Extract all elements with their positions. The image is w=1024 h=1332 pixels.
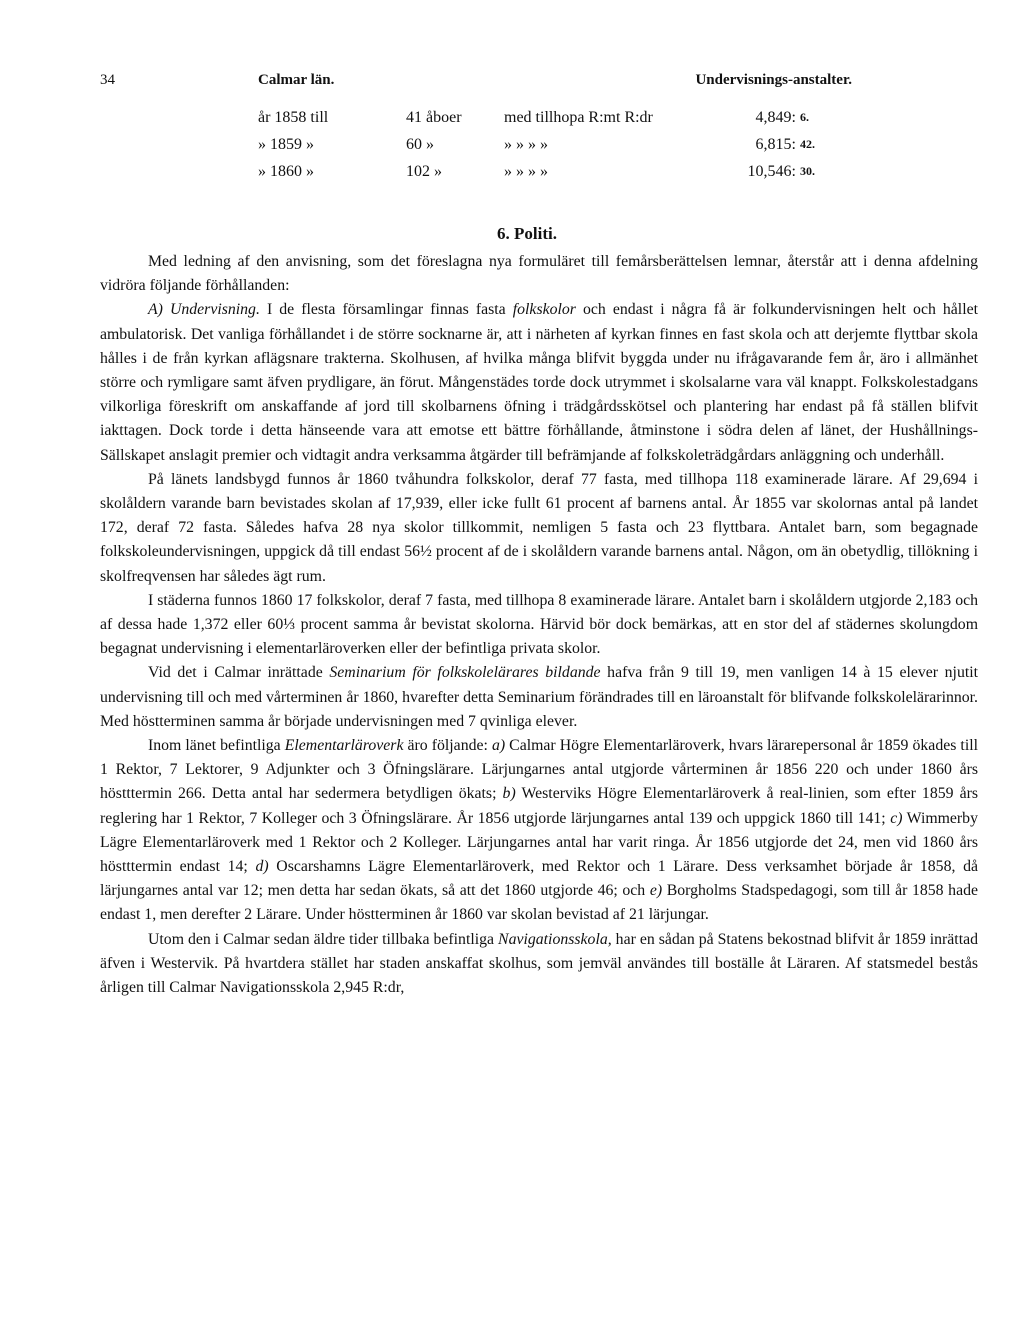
emphasis-text: folkskolor: [512, 301, 576, 319]
emphasis-text: Elementarläroverk: [284, 737, 404, 755]
stats-label: med tillhopa R:mt R:dr: [504, 109, 653, 126]
stats-count: 60 »: [406, 136, 434, 153]
text-run: har en sådan på Statens bekostnad blifvit år 1859 inrättad äfven i Westervik. På hvartdera stället har staden anskaffat skolhus, som jemväl användes till boställe åt Läraren. Af statsmedel bestås årligen till Calmar Navigationsskola 2,945 R:dr,: [100, 930, 978, 997]
paragraph: [100, 589, 978, 662]
emphasis-text: a): [491, 737, 506, 755]
text-run: I städerna funnos 1860 17 folkskolor, deraf 7 fasta, med tillhopa 8 examinerade lärare. Antalet barn i skolåldern utgjorde 2,183 och af dessa hade 1,372 eller 60⅓ procent samma år bevistat skolorna. Härvid bör dock bemärkas, att en stor del af städernes skolungdom begagnat undervisning i elementarläroverken eller der befintliga privata skolor.: [100, 591, 978, 658]
text-run: Med ledning af den anvisning, som det föreslagna nya formuläret till femårsberättelsen lemnar, återstår att i denna afdelning vidröra följande förhållanden:: [100, 253, 978, 295]
text-run: Westerviks Högre Elementarläroverk å real-linien, som efter 1859 års reglering har 1 Rektor, 7 Kolleger och 3 Öfningslärare. År 1856 utgjorde lärjungarnes antal 139 och uppgick 1860 till 141;: [100, 785, 979, 827]
section-heading: 6. Politi.: [497, 224, 557, 243]
stats-row: [258, 104, 840, 131]
paragraph: [100, 734, 978, 928]
text-run: Borgholms Stadspedagogi, som till år 1858 hade endast 1, men derefter 2 Lärare. Under höstterminen år 1860 var skolan bevistad af 21 lärjungar.: [100, 882, 979, 924]
text-run: I de flesta församlingar finnas fasta: [259, 301, 513, 319]
emphasis-text: d): [255, 858, 269, 876]
text-run: Utom den i Calmar sedan äldre tider tillbaka befintliga: [148, 930, 499, 948]
text-run: Calmar Högre Elementarläroverk, hvars lärarepersonal år 1859 ökades till 1 Rektor, 7 Lektorer, 9 Adjunkter och 3 Öfningslärare. Lärjungarnes antal utgjorde vårterminen år 1856 220 och under 1860 års höstttermin 266. Detta antal har sedermera betydligen ökats;: [100, 737, 978, 803]
stats-count: 102 »: [406, 163, 442, 180]
stats-sum: 6,815:: [755, 136, 796, 153]
page-number: 34: [100, 72, 115, 88]
stats-year: » 1859 »: [258, 136, 314, 153]
county-title: Calmar län.: [258, 72, 335, 88]
emphasis-text: c): [890, 809, 903, 827]
paragraph: [100, 468, 978, 589]
emphasis-text: b): [502, 785, 516, 803]
paragraph: [100, 250, 978, 298]
body-text: [100, 250, 978, 1000]
emphasis-text: Seminarium för folkskolelärares bildande: [329, 664, 601, 682]
text-run: hafva från 9 till 19, men vanligen 14 à 15 elever njutit undervisning till och med vårterminen år 1860, hvarefter detta Seminarium förändrades till en läroanstalt för blifvande folkskolelärarinnor. Med höstterminen samma år började undervisningen med 7 qvinliga elever.: [100, 664, 979, 730]
emphasis-text: Navigationsskola,: [498, 930, 612, 948]
stats-ore: 30.: [800, 164, 815, 178]
text-run: Oscarshamns Lägre Elementarläroverk, med Rektor och 1 Lärare. Dess verksamhet började år 1858, då lärjungarnes antal var 12; men detta har sedan ökats, så att det 1860 utgjorde 46; och: [100, 858, 978, 900]
stats-ore: 42.: [800, 137, 815, 151]
text-run: Vid det i Calmar inrättade: [148, 664, 330, 682]
text-run: äro följande:: [403, 737, 492, 755]
paragraph: [100, 661, 978, 734]
text-run: På länets landsbygd funnos år 1860 tvåhundra folkskolor, deraf 77 fasta, med tillhopa 118 examinerade lärare. Af 29,694 i skolåldern varande barn bevistades skolan af 17,939, eller icke fullt 61 procent af barnens antal. År 1855 var skolornas antal på landet 172, deraf 72 fasta. Således hafva 28 nya skolor tillkommit, nemligen 5 fasta och 23 flyttbara. Antalet barn, som begagnade folkskoleundervisningen, uppgick då till endast 56½ procent af de i skolåldern varande barnens antal. Någon, om än obetydlig, tillökning i skolfreqvensen har således ägt rum.: [100, 470, 978, 585]
stats-table: [258, 104, 840, 185]
stats-count: 41 åboer: [406, 109, 462, 126]
text-run: och endast i några få är folkundervisningen helt och hållet ambulatorisk. Det vanliga förhållandet i de större socknarne är, att i närheten af kyrkan finnes en fast skola och att derjemte flyttbar skola hålles i de från kyrkan aflägsnare trakterna. Skolhusen, af hvilka många blifvit byggda under nu ifrågavarande fem år, äro i allmänhet större och rymligare samt äfven prydligare, än förut. Mångenstädes torde dock utrymmet i skolsalarne vara väl knappt. Folkskolestadgans vilkorliga föreskrift om anskaffande af jord till skolbarnens öfning i trädgårdsskötsel och plantering har endast på få ställen blifvit iakttagen. Dock torde i detta hänseende vara att emotse ett bättre förhållande, åtminstone i södra delen af länet, der Hushållnings-Sällskapet anslagit premier och vidtagit andra verksamma åtgärder till befrämjande af folkskoleträdgårdars anläggning och underhåll.: [100, 301, 978, 464]
running-header: [100, 72, 852, 96]
section-title: Undervisnings-anstalter.: [695, 72, 852, 88]
text-run: Inom länet befintliga: [148, 737, 285, 755]
emphasis-text: A) Undervisning.: [148, 301, 260, 319]
stats-label: » » » »: [504, 136, 548, 153]
paragraph: [100, 298, 978, 467]
stats-year: år 1858 till: [258, 109, 329, 126]
emphasis-text: e): [649, 882, 663, 900]
text-run: Wimmerby Lägre Elementarläroverk med 1 Rektor och 2 Kolleger. Lärjungarnes antal har varit ringa. År 1856 utgjorde det 24, men vid 1860 års höstttermin endast 14;: [100, 809, 978, 876]
stats-sum: 10,546:: [747, 163, 796, 180]
stats-label: » » » »: [504, 163, 548, 180]
stats-ore: 6.: [800, 110, 809, 124]
stats-row: [258, 131, 840, 158]
stats-sum: 4,849:: [755, 109, 796, 126]
paragraph: [100, 928, 978, 1001]
stats-row: [258, 158, 840, 185]
stats-year: » 1860 »: [258, 163, 314, 180]
